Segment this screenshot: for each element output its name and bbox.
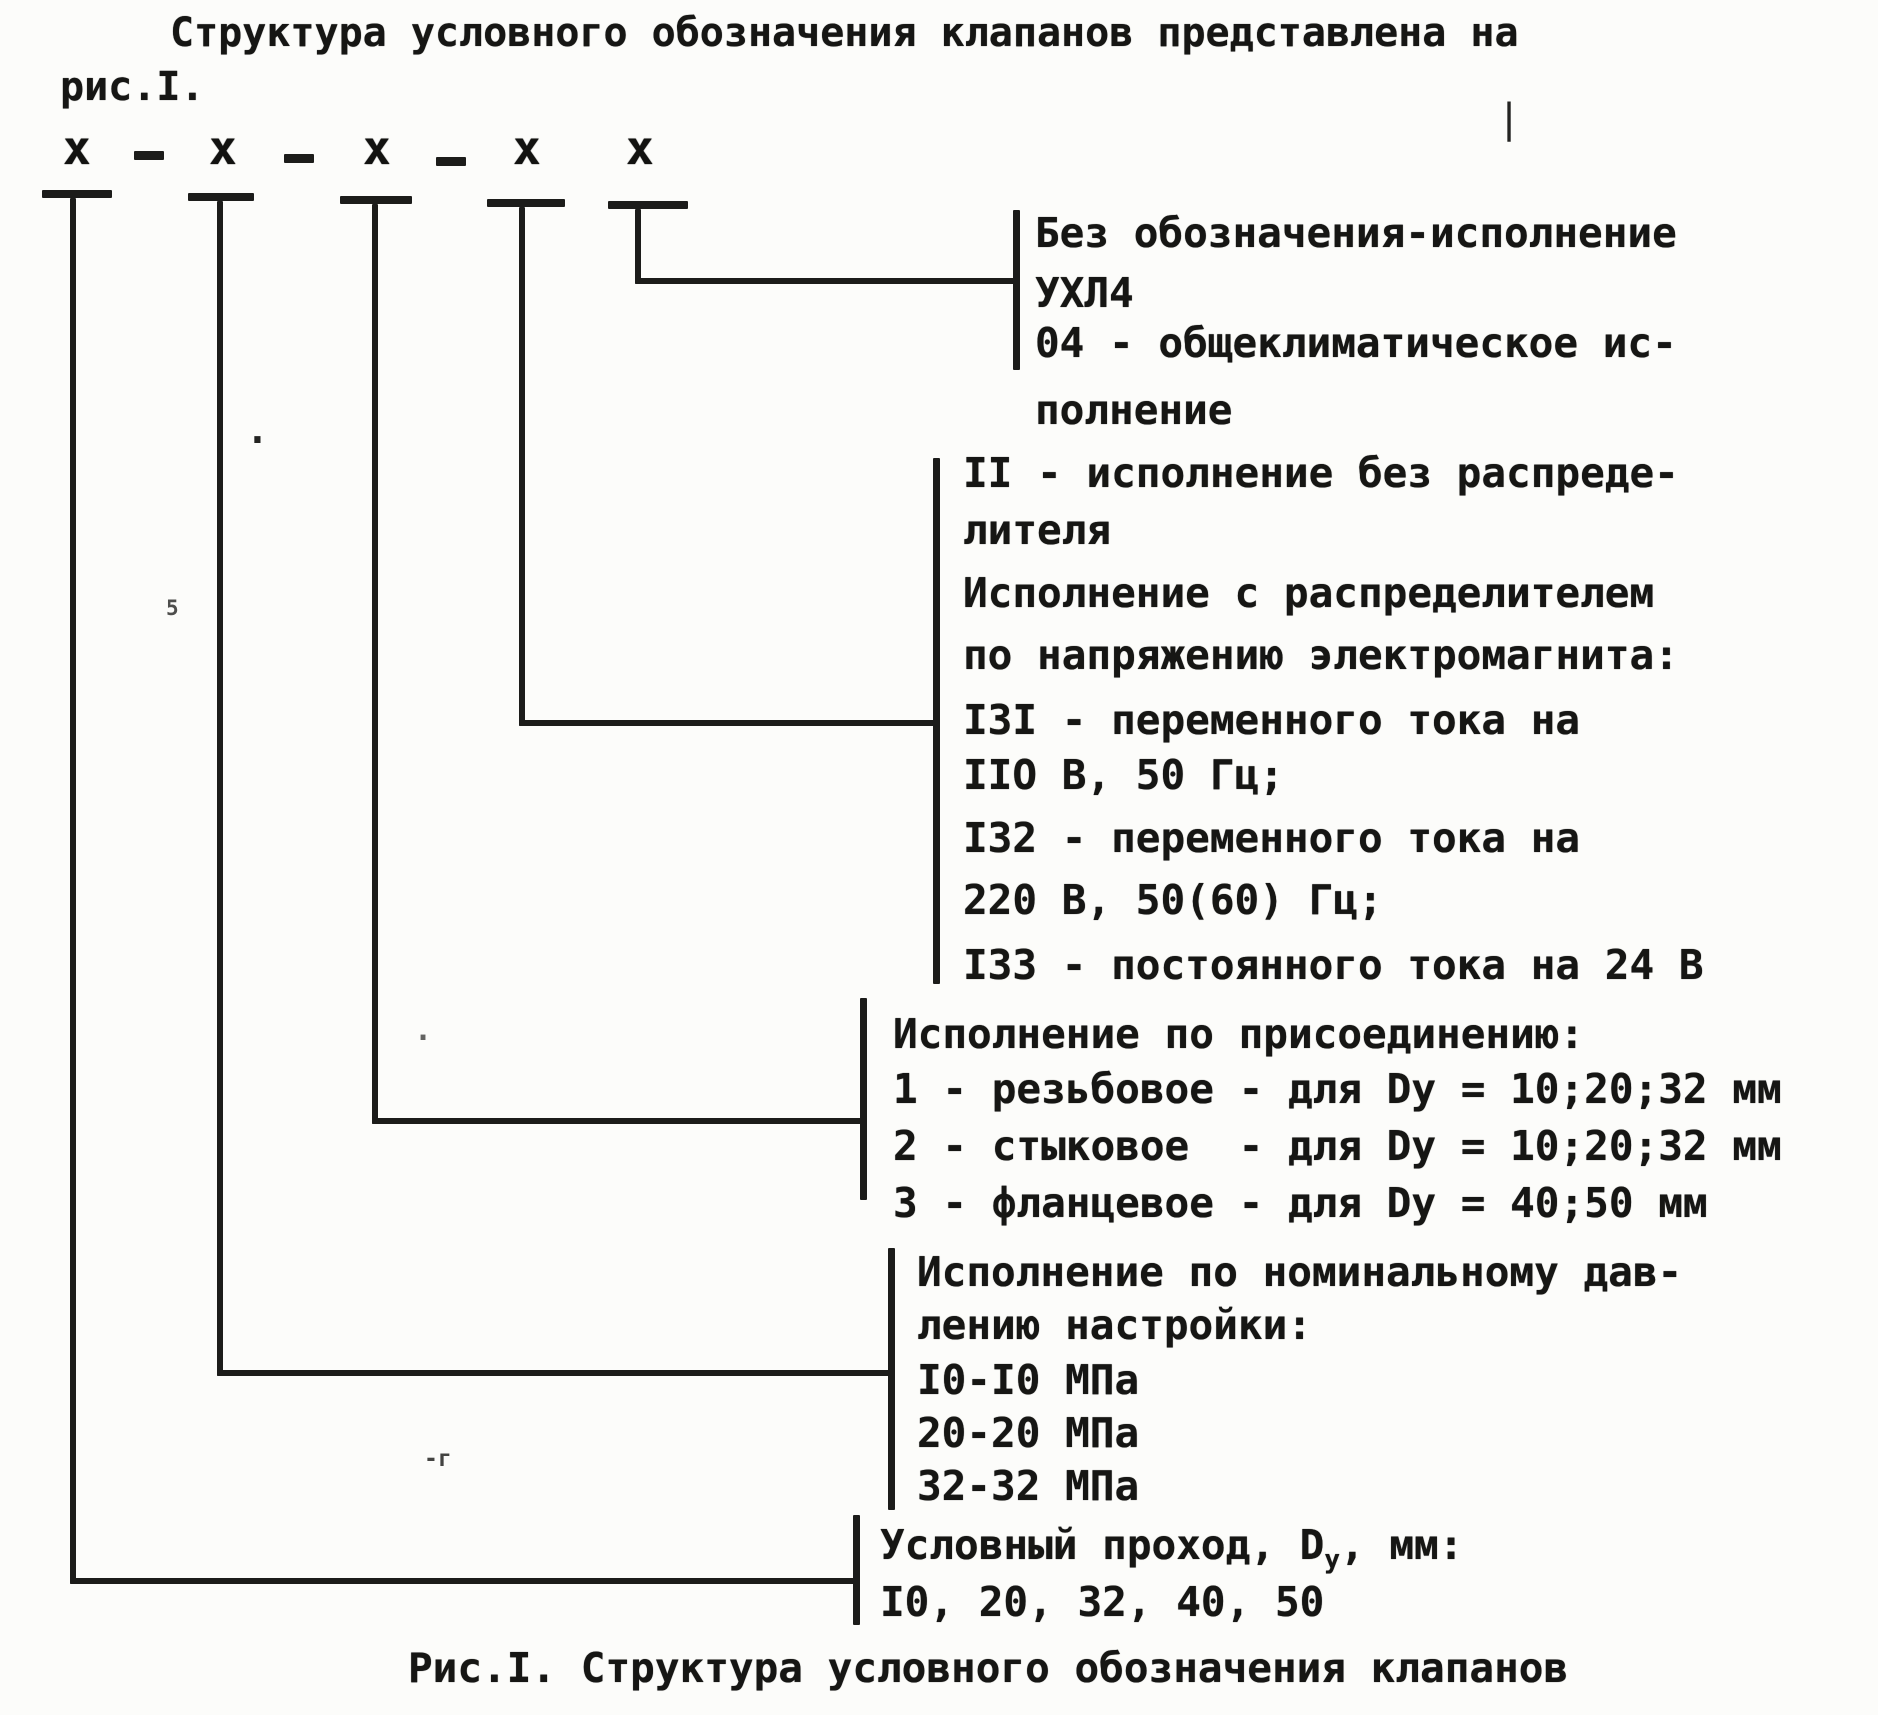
- code-hyphen-2: [284, 154, 314, 163]
- drop-line-1: [70, 198, 76, 1584]
- block-bar-connection: [860, 998, 867, 1200]
- climate-line-2: УХЛ4: [1035, 269, 1134, 317]
- voltage-line-4: по напряжению электромагнита:: [963, 631, 1679, 679]
- code-x-5: х: [626, 121, 654, 175]
- voltage-line-5: I3I - переменного тока на: [963, 696, 1581, 744]
- code-x-2: х: [209, 121, 237, 175]
- pressure-line-3: I0-I0 МПа: [917, 1356, 1140, 1404]
- connector-line-1: [70, 1578, 857, 1584]
- connection-line-1: Исполнение по присоединению:: [893, 1010, 1585, 1058]
- voltage-line-7: I32 - переменного тока на: [963, 814, 1581, 862]
- bore-line-1-post: , мм:: [1339, 1521, 1464, 1569]
- scan-artifact-dot-2: .: [414, 1013, 433, 1048]
- connector-line-4: [519, 720, 937, 726]
- block-bar-pressure: [888, 1248, 895, 1510]
- drop-line-4: [519, 207, 525, 726]
- connector-line-2: [217, 1370, 892, 1376]
- scan-artifact-dot-1: .: [246, 408, 269, 452]
- code-x-1: х: [63, 121, 91, 175]
- code-x-3: х: [363, 121, 391, 175]
- bore-line-2: I0, 20, 32, 40, 50: [880, 1578, 1325, 1626]
- code-hyphen-1: [134, 151, 164, 160]
- voltage-line-1: II - исполнение без распреде-: [963, 449, 1679, 497]
- drop-line-3: [372, 204, 378, 1124]
- code-hyphen-3: [436, 157, 466, 166]
- block-bar-bore: [853, 1515, 860, 1625]
- x-underline-2: [188, 193, 254, 201]
- voltage-line-2: лителя: [963, 506, 1112, 554]
- drop-line-5: [635, 209, 641, 284]
- connection-line-3: 2 - стыковое - для Dy = 10;20;32 мм: [893, 1122, 1782, 1170]
- block-bar-climate: [1013, 210, 1020, 370]
- x-underline-5: [608, 201, 688, 209]
- scan-artifact-tick: |: [1497, 96, 1522, 142]
- pressure-line-2: лению настройки:: [917, 1301, 1312, 1349]
- connection-line-4: 3 - фланцевое - для Dy = 40;50 мм: [893, 1179, 1708, 1227]
- climate-line-4: полнение: [1035, 386, 1233, 434]
- bore-dy-subscript: у: [1324, 1545, 1340, 1575]
- scan-artifact-squiggle: 5: [166, 596, 179, 620]
- x-underline-4: [487, 199, 565, 207]
- pressure-line-1: Исполнение по номинальному дав-: [917, 1248, 1683, 1296]
- pressure-line-5: 32-32 МПа: [917, 1462, 1140, 1510]
- x-underline-3: [340, 196, 412, 204]
- voltage-line-3: Исполнение с распределителем: [963, 569, 1655, 617]
- climate-line-1: Без обозначения-исполнение: [1035, 209, 1677, 257]
- intro-text-line-2: рис.I.: [60, 64, 205, 110]
- connector-line-3: [372, 1118, 864, 1124]
- block-bar-voltage: [933, 458, 940, 984]
- code-x-4: х: [513, 121, 541, 175]
- drop-line-2: [217, 201, 223, 1376]
- x-underline-1: [42, 190, 112, 198]
- scan-artifact-dash: -г: [424, 1446, 452, 1472]
- bore-line-1: [880, 1522, 1463, 1574]
- pressure-line-4: 20-20 МПа: [917, 1409, 1140, 1457]
- bore-line-1-pre: Условный проход, D: [880, 1521, 1325, 1569]
- climate-line-3: 04 - общеклиматическое ис-: [1035, 319, 1677, 367]
- voltage-line-9: I33 - постоянного тока на 24 В: [963, 941, 1704, 989]
- figure-caption: Рис.I. Структура условного обозначения клапанов: [408, 1644, 1569, 1692]
- intro-text-line-1: Структура условного обозначения клапанов представлена на: [170, 10, 1519, 56]
- connector-line-5: [635, 278, 1017, 284]
- connection-line-2: 1 - резьбовое - для Dy = 10;20;32 мм: [893, 1065, 1782, 1113]
- voltage-line-6: IIO В, 50 Гц;: [963, 751, 1284, 799]
- voltage-line-8: 220 В, 50(60) Гц;: [963, 876, 1383, 924]
